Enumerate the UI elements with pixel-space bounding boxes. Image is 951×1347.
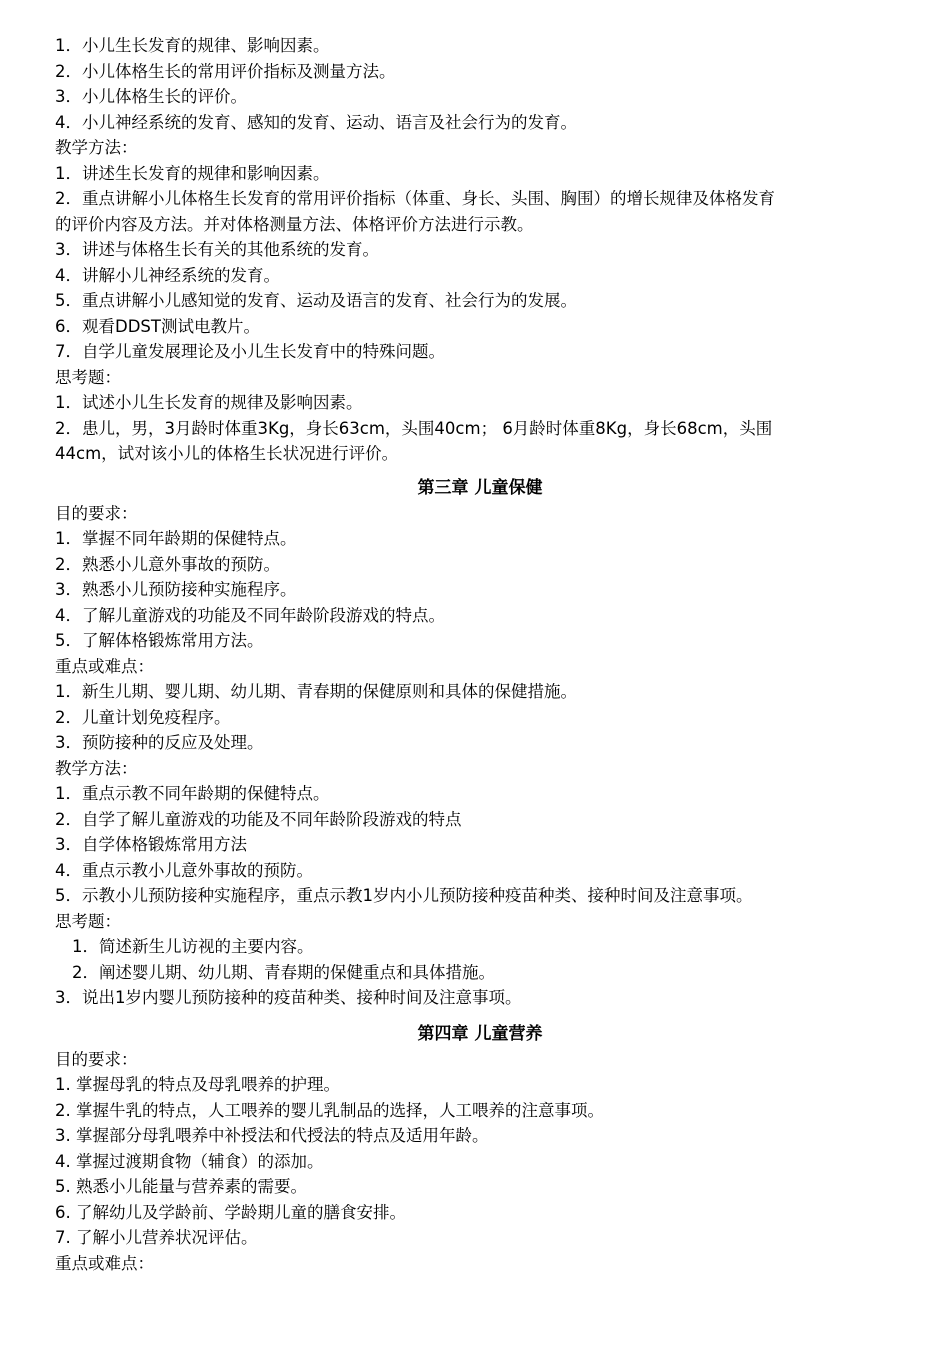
text-line: 1．试述小儿生长发育的规律及影响因素。: [55, 393, 363, 412]
text-line: 6. 了解幼儿及学龄前、学龄期儿童的膳食安排。: [55, 1202, 406, 1222]
chapter-3-title: 第三章 儿童保健: [417, 477, 543, 498]
text-line: 3．熟悉小儿预防接种实施程序。: [55, 580, 297, 599]
text-line: 5．了解体格锻炼常用方法。: [55, 631, 264, 650]
text-line: 1. 掌握母乳的特点及母乳喂养的护理。: [55, 1075, 340, 1094]
text-line: 5. 熟悉小儿能量与营养素的需要。: [55, 1177, 307, 1196]
text-line: 7．自学儿童发展理论及小儿生长发育中的特殊问题。: [55, 342, 445, 361]
text-line: 3．小儿体格生长的评价。: [55, 87, 247, 106]
text-line: 7. 了解小儿营养状况评估。: [55, 1228, 258, 1247]
section-label: 重点或难点：: [55, 1253, 154, 1273]
section-label: 教学方法：: [55, 138, 138, 157]
document-page: [55, 33, 905, 1276]
section-label: 思考题：: [55, 911, 121, 931]
text-line: 1．掌握不同年龄期的保健特点。: [55, 529, 297, 548]
text-line: 2．自学了解儿童游戏的功能及不同年龄阶段游戏的特点: [55, 809, 462, 829]
text-line: 5．示教小儿预防接种实施程序，重点示教1岁内小儿预防接种疫苗种类、接种时间及注意事项。: [55, 886, 753, 905]
section-label: 教学方法：: [55, 758, 138, 778]
chapter-3: [55, 476, 905, 1011]
text-line: 2．熟悉小儿意外事故的预防。: [55, 554, 280, 574]
text-line: 44cm，试对该小儿的体格生长状况进行评价。: [55, 444, 399, 463]
text-line: 4．重点示教小儿意外事故的预防。: [55, 860, 313, 880]
text-line: 2．重点讲解小儿体格生长发育的常用评价指标（体重、身长、头围、胸围）的增长规律及体格发育: [55, 189, 775, 208]
section-label: 目的要求：: [55, 1049, 138, 1069]
text-line: 4．讲解小儿神经系统的发育。: [55, 265, 280, 285]
text-line: 3．自学体格锻炼常用方法: [55, 835, 247, 854]
text-line: 3．预防接种的反应及处理。: [55, 733, 264, 752]
text-line: 1．讲述生长发育的规律和影响因素。: [55, 163, 330, 183]
text-line: 5．重点讲解小儿感知觉的发育、运动及语言的发育、社会行为的发展。: [55, 291, 577, 310]
text-line: 2．患儿，男，3月龄时体重3Kg，身长63cm，头围40cm； 6月龄时体重8Kg，身长68cm，头围: [55, 418, 773, 438]
text-line: 4．小儿神经系统的发育、感知的发育、运动、语言及社会行为的发育。: [55, 112, 577, 132]
section-label: 思考题：: [55, 367, 121, 387]
text-line: 1．重点示教不同年龄期的保健特点。: [55, 784, 330, 803]
chapter-4-title: 第四章 儿童营养: [417, 1023, 543, 1044]
text-line: 3．讲述与体格生长有关的其他系统的发育。: [55, 240, 379, 259]
section-label: 重点或难点：: [55, 656, 154, 676]
text-line: 1．简述新生儿访视的主要内容。: [72, 937, 314, 956]
text-line: 4. 掌握过渡期食物（辅食）的添加。: [55, 1151, 324, 1171]
text-line: 1．小儿生长发育的规律、影响因素。: [55, 36, 330, 55]
text-line: 2. 掌握牛乳的特点，人工喂养的婴儿乳制品的选择，人工喂养的注意事项。: [55, 1100, 604, 1120]
section-label: 目的要求：: [55, 503, 138, 523]
section-growth-development: [55, 33, 905, 467]
text-line: 2．小儿体格生长的常用评价指标及测量方法。: [55, 61, 396, 81]
chapter-4: [55, 1022, 905, 1277]
text-line: 4．了解儿童游戏的功能及不同年龄阶段游戏的特点。: [55, 605, 445, 625]
text-line: 的评价内容及方法。并对体格测量方法、体格评价方法进行示教。: [55, 214, 534, 234]
text-line: 2．儿童计划免疫程序。: [55, 707, 231, 727]
text-line: 3. 掌握部分母乳喂养中补授法和代授法的特点及适用年龄。: [55, 1126, 489, 1145]
text-line: 3．说出1岁内婴儿预防接种的疫苗种类、接种时间及注意事项。: [55, 988, 522, 1007]
text-line: 6．观看DDST测试电教片。: [55, 316, 260, 336]
text-line: 2．阐述婴儿期、幼儿期、青春期的保健重点和具体措施。: [72, 962, 495, 982]
text-line: 1．新生儿期、婴儿期、幼儿期、青春期的保健原则和具体的保健措施。: [55, 682, 577, 701]
